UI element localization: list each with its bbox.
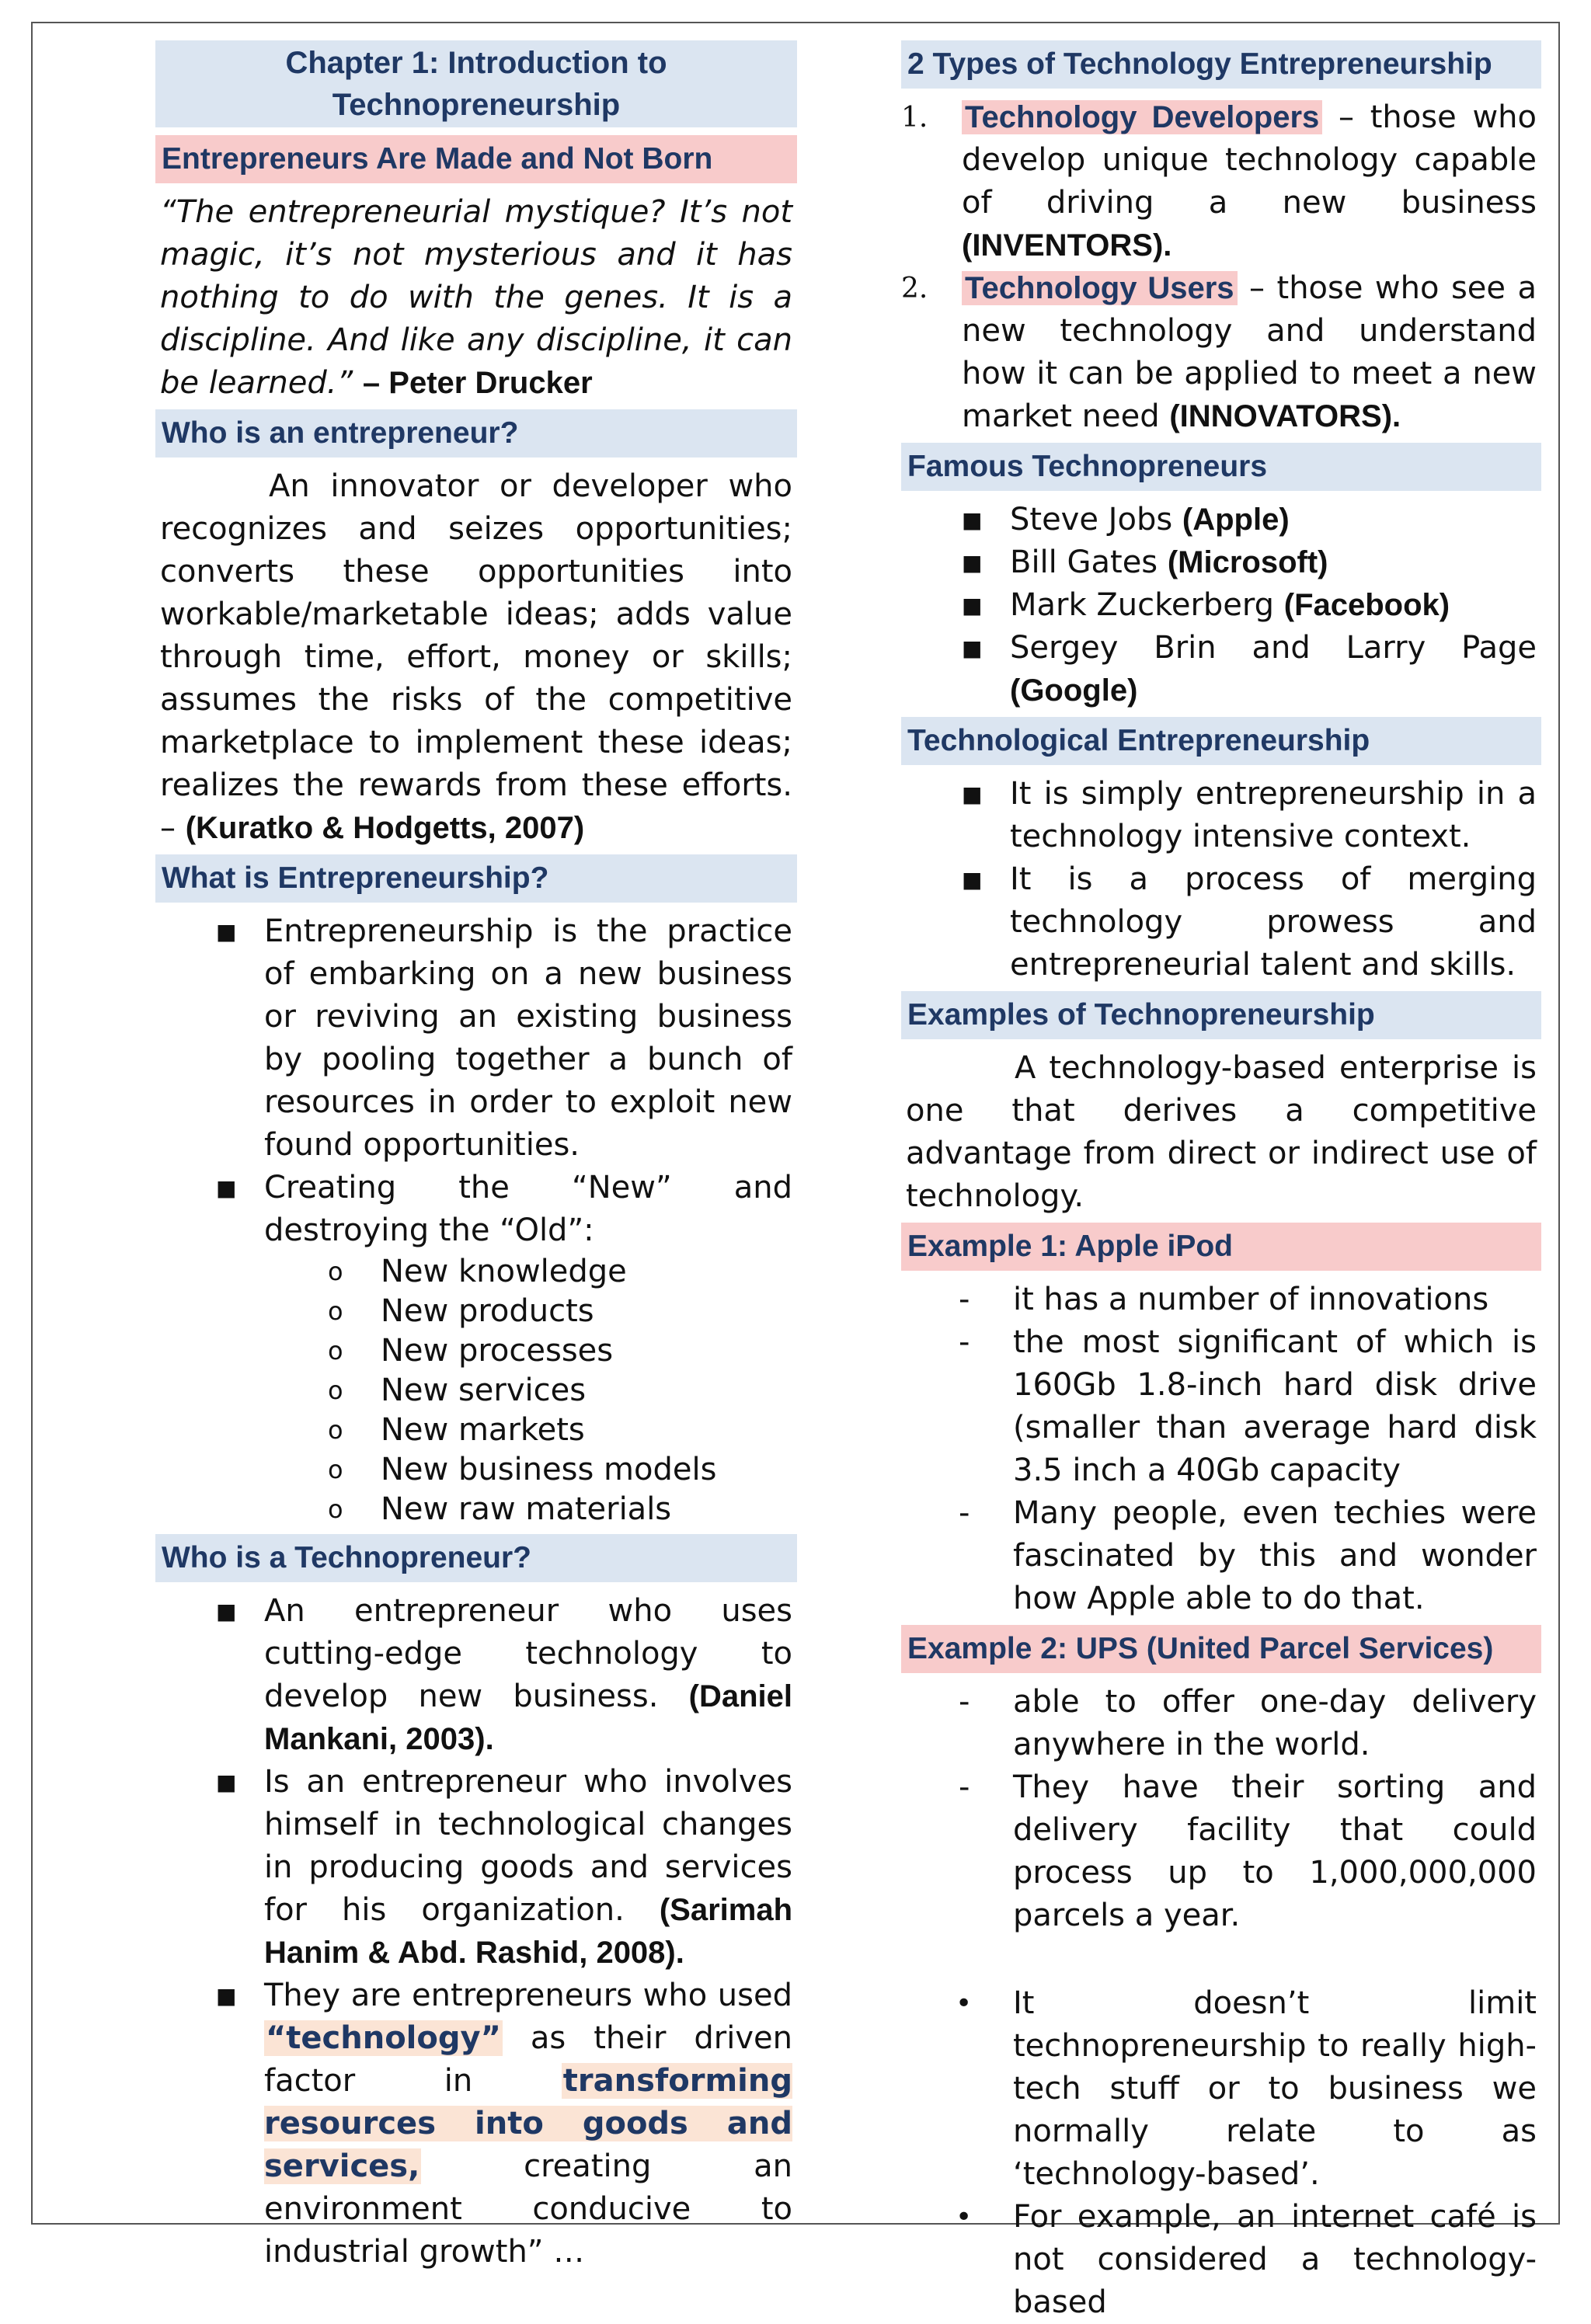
example2-list (901, 1681, 1541, 1937)
company: (Google) (1010, 673, 1138, 708)
list-item-text: the most significant of which is 160Gb 1.8-inch hard disk drive (smaller than average hard disk 3.5 inch a 40Gb capacity (1013, 1324, 1537, 1488)
list-item (155, 1490, 797, 1529)
list-item (155, 1371, 797, 1411)
square-bullet-icon: ■ (962, 550, 983, 576)
technopreneur-list (155, 1590, 797, 2274)
list-item (155, 1411, 797, 1450)
list-item (155, 910, 797, 1167)
list-item-text: They are entrepreneurs who used (264, 1978, 792, 2013)
list-item-text: It doesn’t limit technopreneurship to really high-tech stuff or to business we normally relate to as ‘technology-based’. (1013, 1985, 1537, 2192)
list-item (901, 627, 1541, 712)
quote-author: – Peter Drucker (362, 366, 593, 400)
right-column (901, 40, 1541, 2324)
type-tag: (INVENTORS). (962, 228, 1172, 263)
section-header-famous: Famous Technopreneurs (901, 443, 1541, 491)
circle-bullet-icon: o (328, 1455, 343, 1484)
list-item (901, 1681, 1541, 1766)
type-name: Technology Users (962, 271, 1238, 305)
dash-bullet-icon: - (959, 1282, 970, 1317)
list-item (155, 1974, 797, 2274)
person-name: Mark Zuckerberg (1010, 587, 1275, 623)
company: (Microsoft) (1167, 545, 1328, 579)
section-header-types: 2 Types of Technology Entrepreneurship (901, 40, 1541, 89)
section-header-what-entrepreneurship: What is Entrepreneurship? (155, 854, 797, 903)
famous-list (901, 499, 1541, 712)
circle-bullet-icon: o (328, 1296, 343, 1326)
person-name: Sergey Brin and Larry Page (1010, 630, 1537, 666)
square-bullet-icon: ■ (216, 1599, 237, 1624)
example1-header: Example 1: Apple iPod (901, 1223, 1541, 1271)
highlight-technology: “technology” (266, 2020, 501, 2056)
list-item (901, 541, 1541, 584)
dash-bullet-icon: - (959, 1324, 970, 1360)
square-bullet-icon: ■ (216, 1175, 237, 1201)
examples-text: A technology-based enterprise is one that derives a competitive advantage from direct or indirect use of technology. (906, 1050, 1537, 1214)
citation: (Daniel Mankani, 2003). (264, 1679, 792, 1756)
square-bullet-icon: ■ (962, 507, 983, 533)
list-item (901, 584, 1541, 627)
list-item-text: New services (381, 1372, 587, 1408)
list-item (155, 1450, 797, 1490)
square-bullet-icon: ■ (962, 781, 983, 807)
person-name: Bill Gates (1010, 544, 1158, 580)
list-item (901, 1321, 1541, 1492)
list-item (901, 1279, 1541, 1321)
example1-list (901, 1279, 1541, 1620)
list-item-text: New knowledge (381, 1254, 627, 1289)
number-marker: 2. (901, 273, 928, 304)
square-bullet-icon: ■ (962, 593, 983, 618)
list-item-text: New processes (381, 1333, 614, 1369)
square-bullet-icon: ■ (962, 867, 983, 892)
highlight-transforming: transforming resources into goods and services, (264, 2063, 792, 2184)
person-name: Steve Jobs (1010, 502, 1173, 538)
circle-bullet-icon: o (328, 1494, 343, 1524)
new-things-list (155, 1252, 797, 1529)
quote-text: “The entrepreneurial mystique? It’s not magic, it’s not mysterious and it has nothing to do with the genes. It is a discipline. And like any discipline, it can be learned.” (160, 194, 792, 401)
entrepreneurship-list (155, 910, 797, 1252)
section-header-made-not-born: Entrepreneurs Are Made and Not Born (155, 135, 797, 183)
citation: (Sarimah Hanim & Abd. Rashid, 2008). (264, 1893, 792, 1970)
list-item-text: It is simply entrepreneurship in a technology intensive context. (1010, 776, 1537, 854)
list-item-text: New business models (381, 1452, 717, 1487)
list-item-text: able to offer one-day delivery anywhere in the world. (1013, 1684, 1537, 1762)
section-header-examples: Examples of Technopreneurship (901, 991, 1541, 1039)
dash-bullet-icon: - (959, 1495, 970, 1531)
list-item (155, 1590, 797, 1761)
drucker-quote (155, 191, 797, 405)
dot-bullet-icon: • (956, 2201, 973, 2233)
list-item (901, 858, 1541, 986)
list-item-text: creating an environment conducive to industrial growth” … (264, 2148, 792, 2270)
circle-bullet-icon: o (328, 1336, 343, 1366)
company: (Apple) (1182, 503, 1290, 537)
list-item (901, 1982, 1541, 2196)
square-bullet-icon: ■ (962, 635, 983, 661)
list-item (901, 2196, 1541, 2324)
square-bullet-icon: ■ (216, 1983, 237, 2009)
list-item (901, 773, 1541, 858)
list-item (155, 1167, 797, 1252)
list-item (901, 1766, 1541, 1937)
left-column (155, 40, 797, 2274)
circle-bullet-icon: o (328, 1415, 343, 1445)
square-bullet-icon: ■ (216, 1769, 237, 1795)
list-item-text: An entrepreneur who uses cutting-edge technology to develop new business. (264, 1593, 792, 1714)
list-item (155, 1252, 797, 1292)
example2-header: Example 2: UPS (United Parcel Services) (901, 1625, 1541, 1673)
list-item (901, 499, 1541, 541)
entrepreneur-definition (155, 465, 797, 850)
list-item (901, 267, 1541, 438)
list-item-text: New markets (381, 1412, 585, 1448)
final-list (901, 1982, 1541, 2324)
type-description: – those who develop unique technology capable of driving a new business (962, 99, 1537, 221)
section-header-who-technopreneur: Who is a Technopreneur? (155, 1534, 797, 1582)
tech-entrepreneurship-list (901, 773, 1541, 986)
type-name: Technology Developers (962, 100, 1322, 134)
list-item-text: Is an entrepreneur who involves himself in technological changes in producing goods and services for his organization. (264, 1764, 792, 1928)
list-item-text: as their driven factor in (264, 2020, 792, 2099)
dot-bullet-icon: • (956, 1988, 973, 2020)
list-item (901, 96, 1541, 267)
entrepreneur-definition-text: An innovator or developer who recognizes and seizes opportunities; converts these opportunities into workable/marketable ideas; adds value through time, effort, money or skills; assumes the risks of the competitive marketplace to implement these ideas; realizes the rewards from these efforts. – (160, 468, 792, 846)
spacer (901, 1937, 1541, 1982)
section-header-who-entrepreneur: Who is an entrepreneur? (155, 409, 797, 457)
list-item-text: New raw materials (381, 1491, 672, 1527)
type-tag: (INNOVATORS). (1169, 399, 1401, 433)
square-bullet-icon: ■ (216, 919, 237, 945)
type-description: – those who see a new technology and understand how it can be applied to meet a new market need (962, 270, 1537, 434)
list-item (901, 1492, 1541, 1620)
dash-bullet-icon: - (959, 1684, 970, 1720)
section-header-tech-entrepreneurship: Technological Entrepreneurship (901, 717, 1541, 765)
list-item (155, 1331, 797, 1371)
circle-bullet-icon: o (328, 1257, 343, 1286)
circle-bullet-icon: o (328, 1376, 343, 1405)
chapter-title: Chapter 1: Introduction to Technopreneurship (155, 40, 797, 127)
list-item-text: They have their sorting and delivery facility that could process up to 1,000,000,000 parcels a year. (1013, 1769, 1537, 1933)
list-item-text: It is a process of merging technology prowess and entrepreneurial talent and skills. (1010, 861, 1537, 983)
list-item (155, 1292, 797, 1331)
company: (Facebook) (1283, 588, 1450, 622)
list-item-text: Many people, even techies were fascinated by this and wonder how Apple able to do that. (1013, 1495, 1537, 1616)
number-marker: 1. (901, 102, 928, 134)
types-list (901, 96, 1541, 438)
list-item-text: Entrepreneurship is the practice of embarking on a new business or reviving an existing business by pooling together a bunch of resources in order to exploit new found opportunities. (264, 913, 792, 1163)
list-item-text: For example, an internet café is not considered a technology-based (1013, 2199, 1537, 2320)
list-item (155, 1761, 797, 1974)
entrepreneur-citation: (Kuratko & Hodgetts, 2007) (185, 811, 585, 845)
list-item-text: it has a number of innovations (1013, 1282, 1489, 1317)
list-item-text: Creating the “New” and destroying the “Old”: (264, 1170, 792, 1248)
dash-bullet-icon: - (959, 1769, 970, 1805)
list-item-text: New products (381, 1293, 594, 1329)
